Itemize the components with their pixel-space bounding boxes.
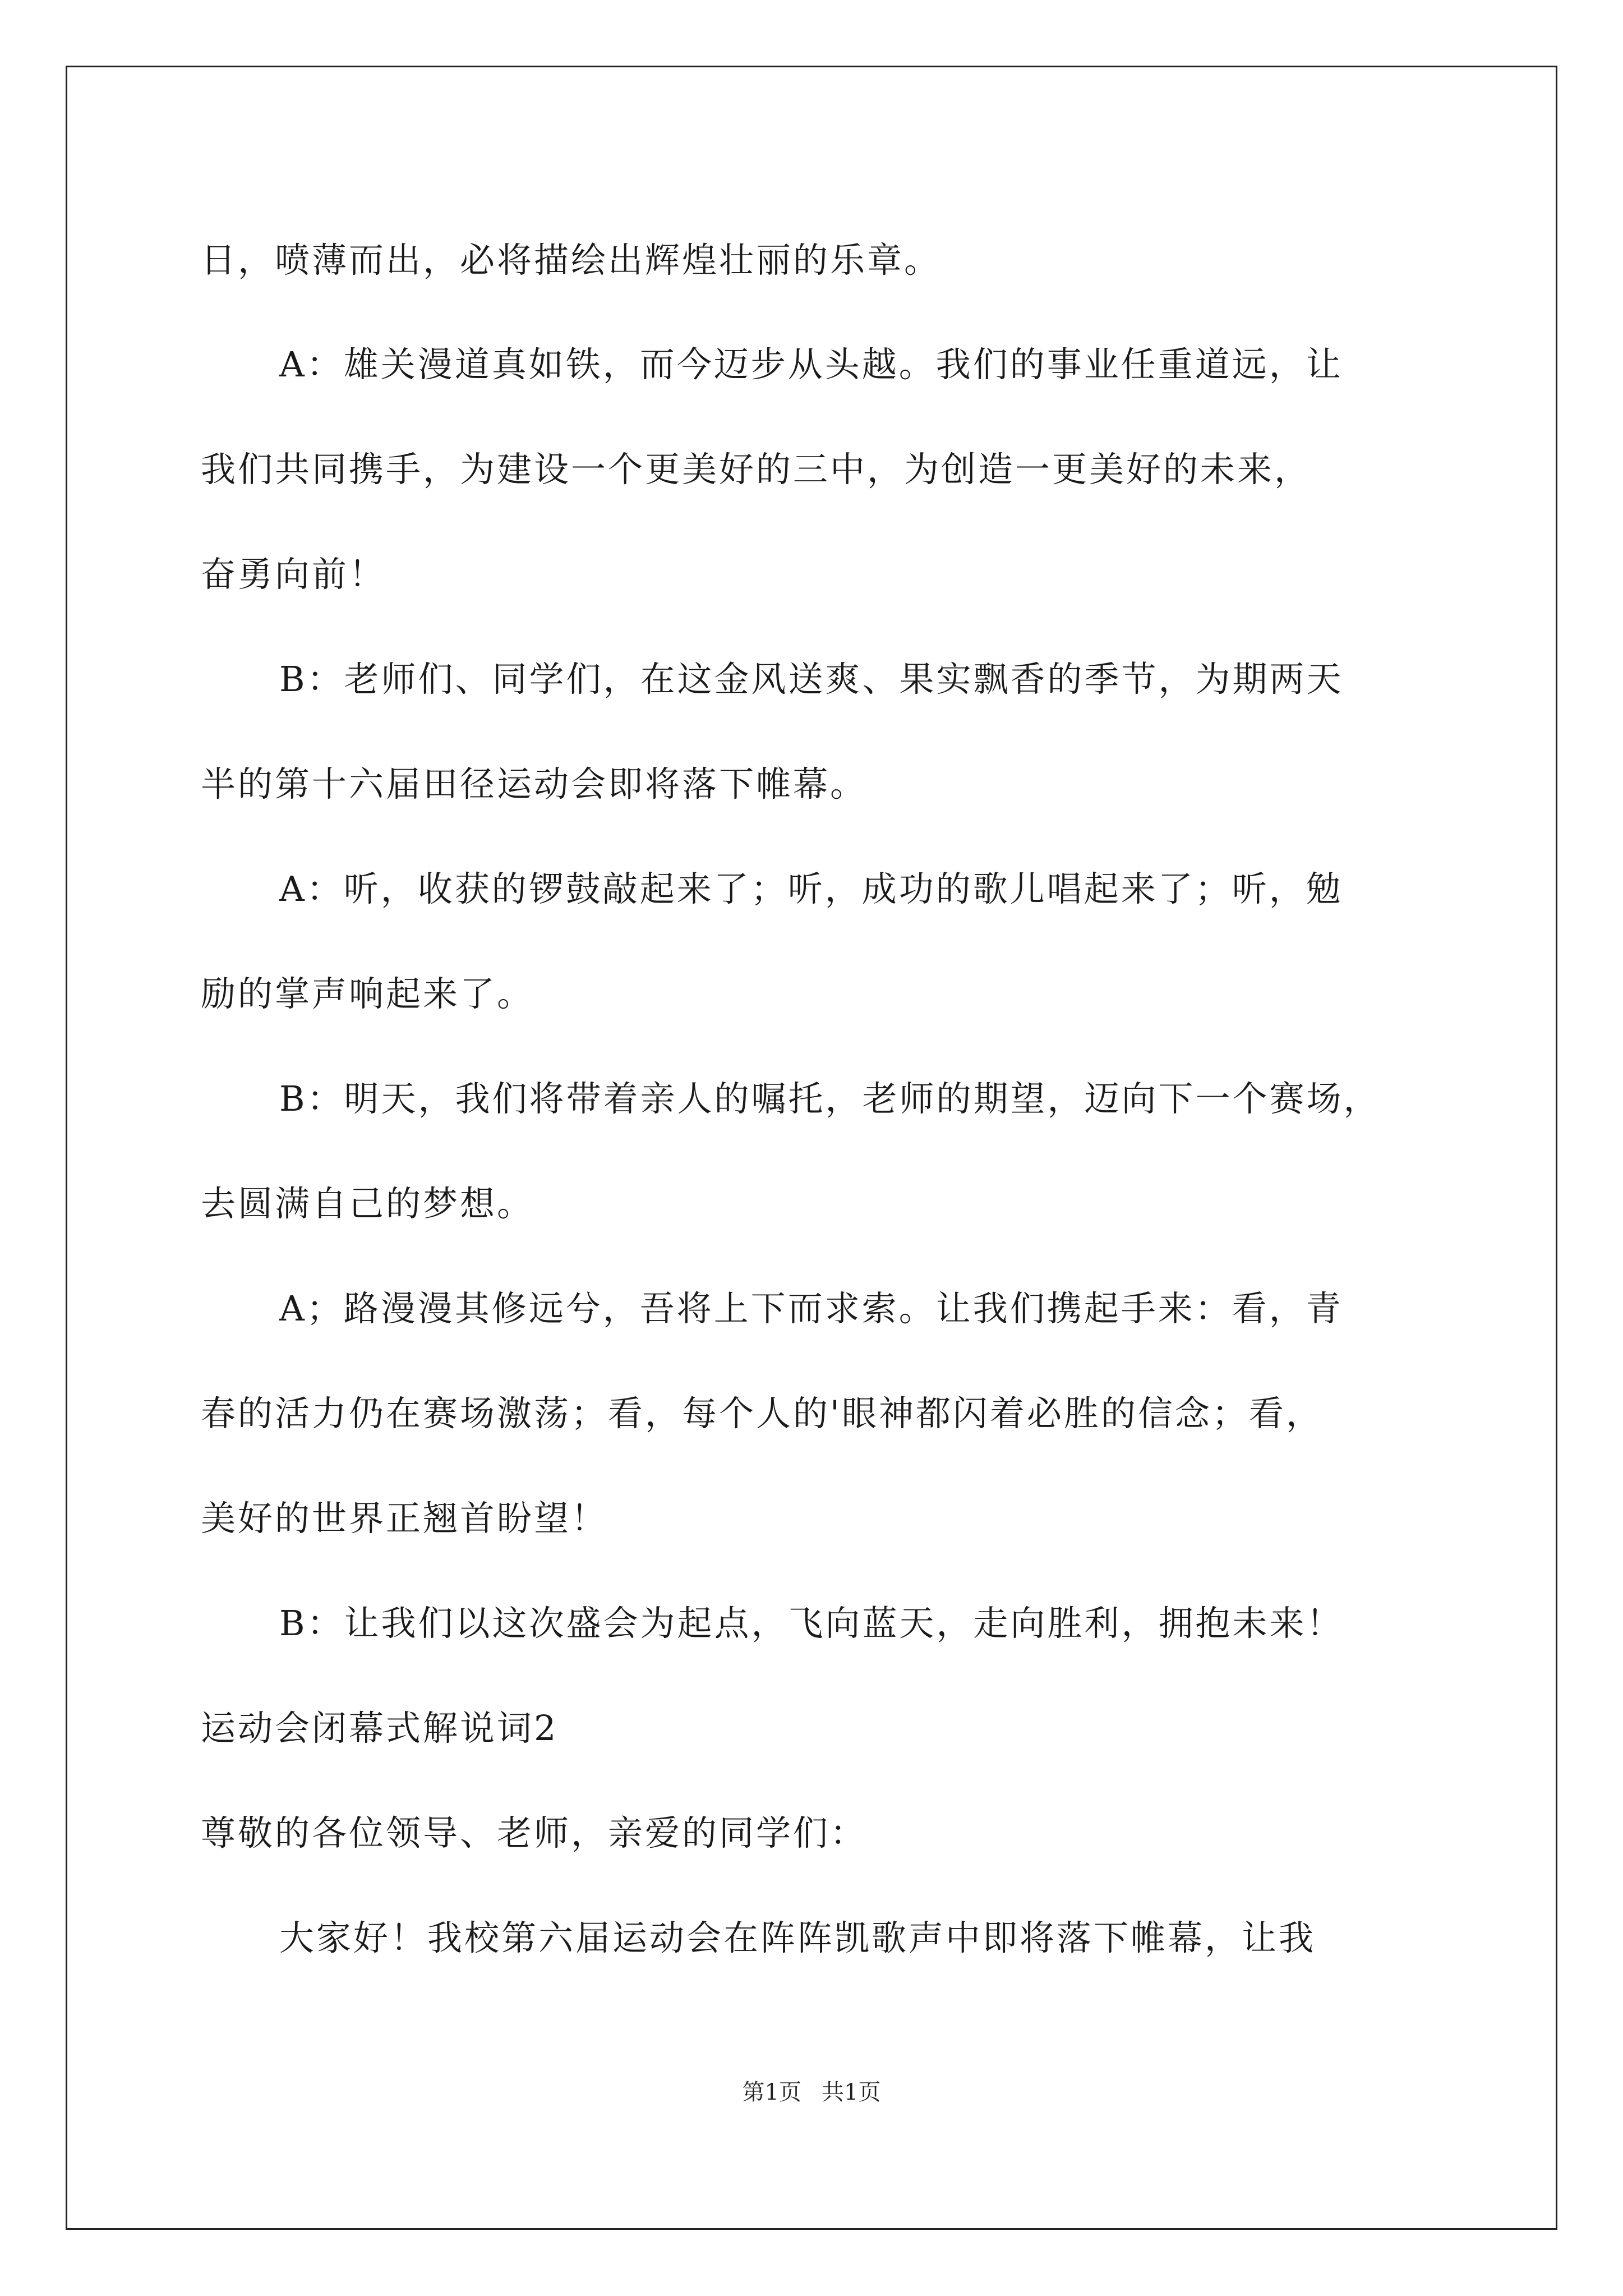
text-line: 半的第十六届田径运动会即将落下帷幕。 (201, 763, 868, 804)
text-line: B：让我们以这次盛会为起点，飞向蓝天，走向胜利，拥抱未来！ (279, 1603, 1344, 1644)
text-line: A：雄关漫道真如铁，而今迈步从头越。我们的事业任重道远，让 (279, 344, 1343, 385)
salutation-line: 尊敬的各位领导、老师，亲爱的同学们： (201, 1812, 868, 1853)
text-line: 大家好！我校第六届运动会在阵阵凯歌声中即将落下帷幕，让我 (279, 1917, 1316, 1958)
text-line: A；路漫漫其修远兮，吾将上下而求索。让我们携起手来：看，青 (279, 1288, 1343, 1329)
section-heading: 运动会闭幕式解说词2 (201, 1708, 559, 1749)
text-line: 去圆满自己的梦想。 (201, 1183, 534, 1224)
text-line: B：老师们、同学们，在这金风送爽、果实飘香的季节，为期两天 (279, 659, 1344, 700)
text-line: A：听，收获的锣鼓敲起来了；听，成功的歌儿唱起来了；听，勉 (279, 868, 1343, 909)
text-line: 美好的世界正翘首盼望！ (201, 1498, 608, 1539)
document-body (201, 208, 1423, 1990)
page-total: 共1页 (822, 2079, 881, 2105)
page-footer (0, 2076, 1623, 2109)
text-line: 奋勇向前！ (201, 554, 386, 595)
text-line: 我们共同携手，为建设一个更美好的三中，为创造一更美好的未来， (201, 449, 1312, 490)
text-line: B：明天，我们将带着亲人的嘱托，老师的期望，迈向下一个赛场， (279, 1078, 1381, 1119)
text-line: 日，喷薄而出，必将描绘出辉煌壮丽的乐章。 (201, 240, 942, 280)
text-line: 励的掌声响起来了。 (201, 973, 534, 1014)
text-line: 春的活力仍在赛场激荡；看，每个人的'眼神都闪着必胜的信念；看， (201, 1393, 1324, 1434)
page-number: 第1页 (742, 2079, 801, 2105)
